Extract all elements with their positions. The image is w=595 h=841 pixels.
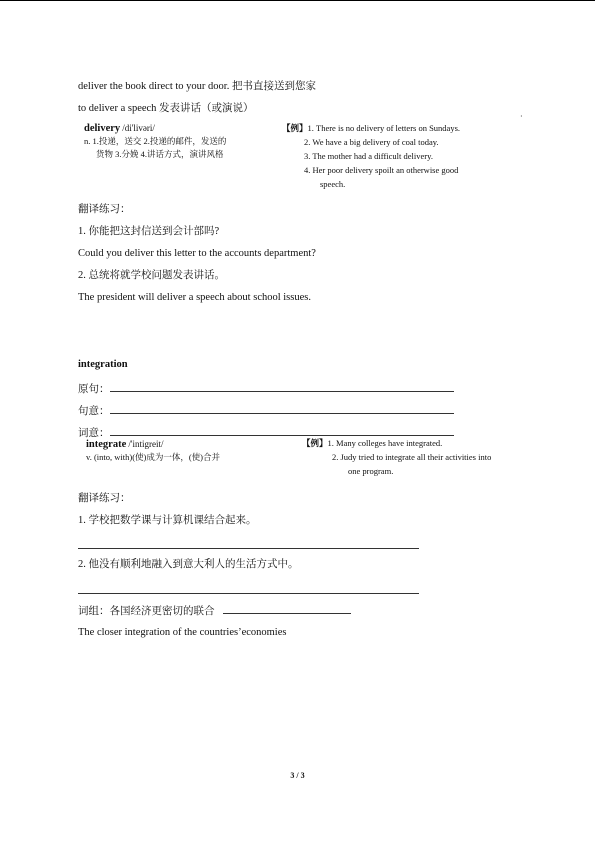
word-meaning-label: 词意： — [78, 428, 110, 439]
sentence-meaning-label: 句意： — [78, 406, 110, 417]
word-meaning-blank[interactable] — [110, 424, 454, 436]
original-sentence-row — [78, 380, 454, 397]
practice1-answer-2: The president will deliver a speech about school issues. — [78, 292, 311, 303]
delivery-examples — [282, 121, 460, 191]
practice1-answer-1: Could you deliver this letter to the accounts department? — [78, 248, 316, 259]
integrate-example-tag: 【例】 — [302, 438, 328, 448]
integrate-example-2-cont: one program. — [348, 466, 394, 476]
integrate-example-2: 2. Judy tried to integrate all their activities into — [332, 452, 492, 462]
delivery-example-3: 3. The mother had a difficult delivery. — [304, 151, 433, 161]
page-top-rule — [0, 0, 595, 1]
scan-speck: · — [520, 112, 523, 121]
integrate-example-1: 1. Many colleges have integrated. — [327, 438, 443, 448]
delivery-example-1: 1. There is no delivery of letters on Sundays. — [307, 123, 461, 133]
delivery-definition-2: 货物 3.分娩 4.讲话方式，演讲风格 — [96, 149, 224, 159]
practice2-answer-2-blank[interactable] — [78, 593, 419, 594]
phrase-blank[interactable] — [223, 602, 351, 614]
delivery-example-4-cont: speech. — [320, 179, 346, 189]
integrate-headword: integrate — [86, 439, 127, 450]
practice2-heading: 翻译练习： — [78, 493, 131, 504]
phrase-label: 词组：各国经济更密切的联合 — [78, 606, 215, 617]
delivery-dictionary-entry — [84, 122, 226, 161]
phrase-row — [78, 602, 351, 619]
original-sentence-blank[interactable] — [110, 380, 454, 392]
integrate-dictionary-entry — [86, 438, 220, 464]
practice2-answer-1-blank[interactable] — [78, 548, 419, 549]
integration-heading: integration — [78, 359, 128, 370]
integrate-definition: v. (into, with)(使)成为一体，(使)合并 — [86, 452, 221, 462]
integrate-examples — [302, 436, 491, 478]
delivery-example-tag: 【例】 — [282, 123, 308, 133]
sentence-meaning-blank[interactable] — [110, 402, 454, 414]
practice2-question-2: 2. 他没有顺利地融入到意大利人的生活方式中。 — [78, 559, 299, 570]
practice1-question-2: 2. 总统将就学校问题发表讲话。 — [78, 270, 225, 281]
integrate-phonetic: /'intigreit/ — [128, 439, 164, 449]
practice1-question-1: 1. 你能把这封信送到会计部吗? — [78, 226, 220, 237]
sentence-meaning-row — [78, 402, 454, 419]
delivery-phonetic: /di'livəri/ — [122, 123, 155, 133]
delivery-definition-1: n. 1.投递，送交 2.投递的邮件，发送的 — [84, 136, 227, 146]
delivery-headword: delivery — [84, 123, 121, 134]
text-line-deliver-speech: to deliver a speech 发表讲话（或演说） — [78, 103, 254, 114]
practice2-question-1: 1. 学校把数学课与计算机课结合起来。 — [78, 515, 257, 526]
text-line-deliver-book: deliver the book direct to your door. 把书直接送到您家 — [78, 81, 316, 92]
original-sentence-label: 原句： — [78, 384, 110, 395]
phrase-answer: The closer integration of the countries’economies — [78, 627, 287, 638]
page-number: 3 / 3 — [290, 771, 305, 780]
delivery-example-2: 2. We have a big delivery of coal today. — [304, 137, 439, 147]
delivery-example-4: 4. Her poor delivery spoilt an otherwise good — [304, 165, 459, 175]
practice1-heading: 翻译练习： — [78, 204, 131, 215]
